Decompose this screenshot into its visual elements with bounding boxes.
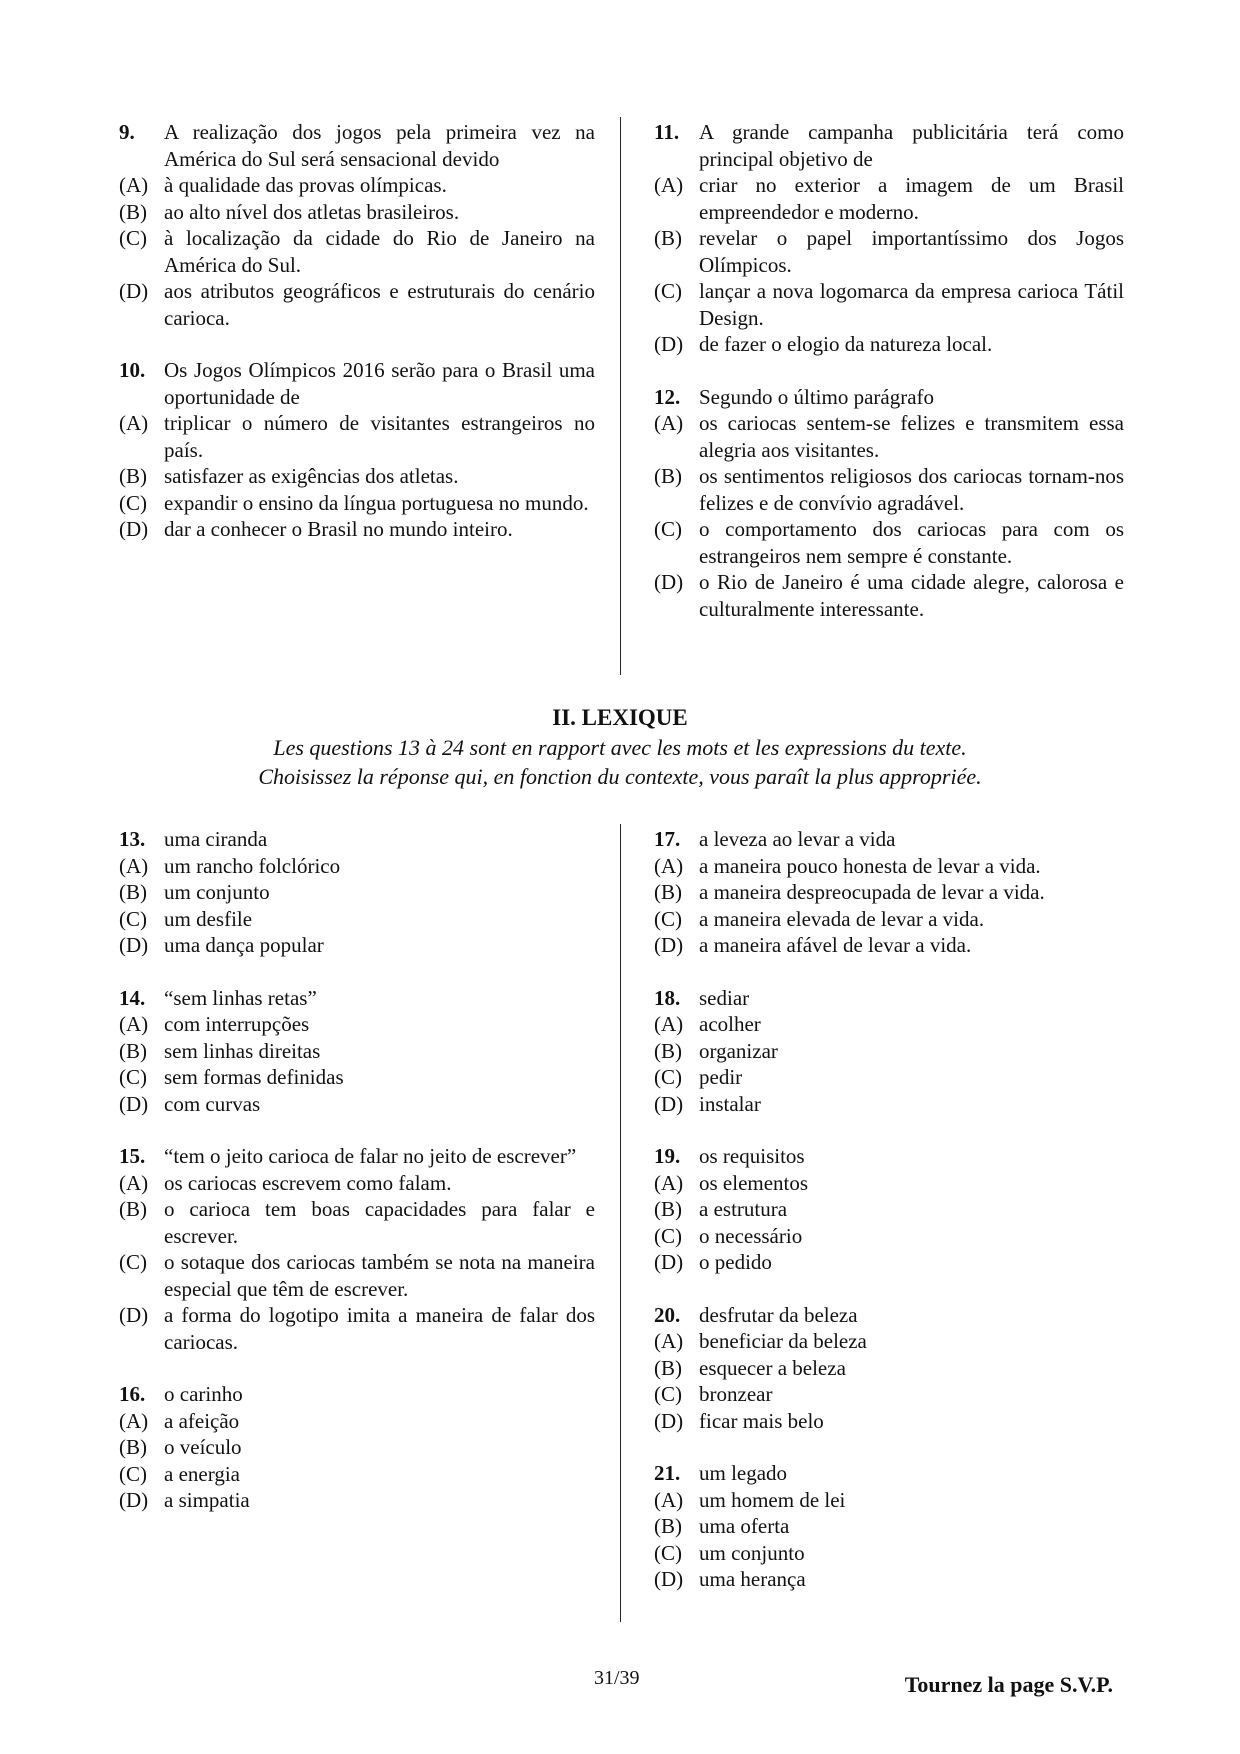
option-text: de fazer o elogio da natureza local. xyxy=(699,332,993,356)
option-letter: (D) xyxy=(654,1408,684,1433)
option-letter: (B) xyxy=(654,464,682,488)
answer-option xyxy=(654,331,1124,358)
option-letter: (D) xyxy=(654,332,684,356)
option-letter: (C) xyxy=(119,226,147,250)
option-letter: (B) xyxy=(119,199,147,224)
answer-option xyxy=(654,1328,1124,1355)
answer-option xyxy=(119,1487,595,1514)
answer-option xyxy=(654,569,1124,622)
section-instruction-line-2: Choisissez la réponse qui, en fonction du contexte, vous paraît la plus appropriée. xyxy=(258,764,982,789)
option-letter: (B) xyxy=(654,1038,682,1063)
question-text: sediar xyxy=(699,985,750,1010)
option-letter: (C) xyxy=(654,1382,682,1406)
option-text: o sotaque dos cariocas também se nota na maneira especial que têm de escrever. xyxy=(164,1250,595,1301)
option-letter: (A) xyxy=(654,1170,684,1195)
answer-option xyxy=(654,1566,1124,1593)
question xyxy=(119,1143,595,1355)
option-text: um rancho folclórico xyxy=(164,853,341,878)
option-letter: (B) xyxy=(654,1197,682,1221)
option-letter: (A) xyxy=(654,853,684,878)
question xyxy=(119,826,595,959)
option-letter: (B) xyxy=(119,1038,147,1063)
answer-option xyxy=(654,410,1124,463)
answer-option xyxy=(119,853,595,880)
option-text: ao alto nível dos atletas brasileiros. xyxy=(164,199,460,224)
question-stem xyxy=(119,357,595,410)
option-text: um homem de lei xyxy=(699,1487,846,1512)
question-stem xyxy=(654,1460,1124,1487)
answer-option xyxy=(119,516,595,543)
question-number: 14. xyxy=(119,985,146,1010)
answer-option xyxy=(119,1064,595,1091)
answer-option xyxy=(654,463,1124,516)
option-text: acolher xyxy=(699,1012,761,1036)
answer-option xyxy=(119,199,595,226)
option-letter: (D) xyxy=(119,1488,149,1512)
question-stem xyxy=(654,1143,1124,1170)
answer-option xyxy=(119,1091,595,1118)
option-text: a energia xyxy=(164,1461,240,1486)
question-text: “tem o jeito carioca de falar no jeito de escrever” xyxy=(164,1144,577,1168)
answer-option xyxy=(654,1408,1124,1435)
option-text: o necessário xyxy=(699,1223,803,1248)
question-number: 9. xyxy=(119,120,135,144)
question xyxy=(119,1381,595,1514)
option-letter: (C) xyxy=(119,906,147,931)
option-text: beneficiar da beleza xyxy=(699,1329,867,1353)
question xyxy=(654,119,1124,358)
option-letter: (A) xyxy=(119,173,149,197)
question-number: 13. xyxy=(119,827,146,851)
option-letter: (A) xyxy=(119,1408,149,1433)
option-text: uma herança xyxy=(699,1567,806,1591)
option-text: pedir xyxy=(699,1065,743,1089)
question-text: o carinho xyxy=(164,1382,243,1406)
option-letter: (D) xyxy=(654,1567,684,1591)
option-text: expandir o ensino da língua portuguesa no mundo. xyxy=(164,490,589,515)
answer-option xyxy=(119,932,595,959)
option-letter: (D) xyxy=(654,933,684,957)
top-left-column xyxy=(119,119,595,569)
option-text: dar a conhecer o Brasil no mundo inteiro. xyxy=(164,517,513,541)
option-text: os cariocas sentem-se felizes e transmitem essa alegria aos visitantes. xyxy=(699,411,1124,462)
bottom-column-divider xyxy=(620,824,621,1622)
answer-option xyxy=(119,1302,595,1355)
answer-option xyxy=(654,1196,1124,1223)
question-number: 11. xyxy=(654,120,680,144)
question-number: 20. xyxy=(654,1302,681,1327)
answer-option xyxy=(119,1249,595,1302)
option-letter: (C) xyxy=(654,1065,682,1089)
question xyxy=(654,384,1124,623)
question-text: um legado xyxy=(699,1461,788,1485)
option-letter: (C) xyxy=(119,1065,147,1089)
option-text: a forma do logotipo imita a maneira de falar dos cariocas. xyxy=(164,1303,595,1354)
top-column-divider xyxy=(620,117,621,675)
option-letter: (A) xyxy=(119,853,149,878)
option-text: a maneira pouco honesta de levar a vida. xyxy=(699,853,1041,878)
option-letter: (C) xyxy=(654,1540,682,1565)
question xyxy=(119,119,595,331)
option-text: à localização da cidade do Rio de Janeiro na América do Sul. xyxy=(164,226,595,277)
option-letter: (B) xyxy=(119,464,147,488)
option-letter: (A) xyxy=(654,411,684,435)
answer-option xyxy=(654,1513,1124,1540)
question-stem xyxy=(654,826,1124,853)
option-letter: (B) xyxy=(654,1355,682,1380)
option-letter: (A) xyxy=(654,1329,684,1353)
option-letter: (B) xyxy=(119,1435,147,1459)
option-text: um desfile xyxy=(164,906,253,931)
option-text: os elementos xyxy=(699,1170,809,1195)
section-heading xyxy=(0,703,1240,791)
option-letter: (D) xyxy=(654,1250,684,1274)
answer-option xyxy=(654,1540,1124,1567)
answer-option xyxy=(119,879,595,906)
answer-option xyxy=(654,1011,1124,1038)
question xyxy=(654,826,1124,959)
option-letter: (A) xyxy=(654,1012,684,1036)
option-letter: (C) xyxy=(654,1223,682,1248)
option-letter: (C) xyxy=(654,279,682,303)
option-text: triplicar o número de visitantes estrangeiros no país. xyxy=(164,411,595,462)
bottom-right-column xyxy=(654,826,1124,1619)
option-letter: (A) xyxy=(119,1012,149,1036)
option-text: satisfazer as exigências dos atletas. xyxy=(164,464,459,488)
question-text: “sem linhas retas” xyxy=(164,985,317,1010)
option-letter: (A) xyxy=(654,173,684,197)
answer-option xyxy=(119,172,595,199)
answer-option xyxy=(119,490,595,517)
option-letter: (D) xyxy=(119,279,149,303)
option-text: sem linhas direitas xyxy=(164,1038,321,1063)
answer-option xyxy=(654,879,1124,906)
answer-option xyxy=(119,225,595,278)
answer-option xyxy=(119,410,595,463)
question xyxy=(654,985,1124,1118)
question xyxy=(654,1302,1124,1435)
answer-option xyxy=(119,1170,595,1197)
question-number: 18. xyxy=(654,985,681,1010)
answer-option xyxy=(654,1064,1124,1091)
answer-option xyxy=(654,932,1124,959)
option-text: à qualidade das provas olímpicas. xyxy=(164,173,447,197)
question-stem xyxy=(654,119,1124,172)
question-number: 17. xyxy=(654,827,681,851)
answer-option xyxy=(654,1249,1124,1276)
question-number: 10. xyxy=(119,358,146,382)
option-text: lançar a nova logomarca da empresa carioca Tátil Design. xyxy=(699,279,1124,330)
question-stem xyxy=(654,1302,1124,1329)
question xyxy=(654,1143,1124,1276)
option-text: um conjunto xyxy=(699,1540,805,1565)
option-letter: (C) xyxy=(119,1250,147,1274)
page-number: 31/39 xyxy=(594,1667,640,1689)
turn-page-note: Tournez la page S.V.P. xyxy=(904,1672,1113,1697)
option-text: instalar xyxy=(699,1091,761,1116)
option-text: a maneira afável de levar a vida. xyxy=(699,933,972,957)
answer-option xyxy=(654,1381,1124,1408)
question xyxy=(119,357,595,543)
answer-option xyxy=(654,516,1124,569)
option-text: os sentimentos religiosos dos cariocas tornam-nos felizes e de convívio agradável. xyxy=(699,464,1124,515)
option-letter: (A) xyxy=(119,411,149,435)
question-stem xyxy=(119,826,595,853)
option-text: com curvas xyxy=(164,1091,261,1116)
question-text: A grande campanha publicitária terá como principal objetivo de xyxy=(699,120,1124,171)
answer-option xyxy=(119,1196,595,1249)
question-stem xyxy=(654,985,1124,1012)
option-letter: (D) xyxy=(119,517,149,541)
section-instruction-line-1: Les questions 13 à 24 sont en rapport avec les mots et les expressions du texte. xyxy=(273,735,967,760)
option-text: bronzear xyxy=(699,1382,773,1406)
answer-option xyxy=(654,906,1124,933)
answer-option xyxy=(119,906,595,933)
question-stem xyxy=(654,384,1124,411)
option-text: os cariocas escrevem como falam. xyxy=(164,1170,452,1195)
option-text: o comportamento dos cariocas para com os estrangeiros nem sempre é constante. xyxy=(699,517,1124,568)
answer-option xyxy=(654,1223,1124,1250)
question xyxy=(119,985,595,1118)
option-text: a maneira elevada de levar a vida. xyxy=(699,906,985,931)
option-letter: (C) xyxy=(119,1461,147,1486)
option-text: aos atributos geográficos e estruturais do cenário carioca. xyxy=(164,279,595,330)
option-text: a simpatia xyxy=(164,1488,250,1512)
option-letter: (B) xyxy=(654,880,682,904)
answer-option xyxy=(119,1011,595,1038)
option-text: a maneira despreocupada de levar a vida. xyxy=(699,880,1045,904)
option-text: o pedido xyxy=(699,1250,772,1274)
top-right-column xyxy=(654,119,1124,648)
option-text: organizar xyxy=(699,1038,778,1063)
question-stem xyxy=(119,1143,595,1170)
option-text: com interrupções xyxy=(164,1012,310,1036)
answer-option xyxy=(119,463,595,490)
option-text: esquecer a beleza xyxy=(699,1355,846,1380)
option-text: uma dança popular xyxy=(164,933,324,957)
answer-option xyxy=(119,1038,595,1065)
answer-option xyxy=(654,172,1124,225)
answer-option xyxy=(119,1434,595,1461)
question xyxy=(654,1460,1124,1593)
option-letter: (C) xyxy=(119,490,147,515)
option-letter: (A) xyxy=(654,1487,684,1512)
option-text: ficar mais belo xyxy=(699,1408,824,1433)
option-text: uma oferta xyxy=(699,1514,790,1538)
answer-option xyxy=(654,1355,1124,1382)
question-stem xyxy=(119,119,595,172)
option-text: revelar o papel importantíssimo dos Jogos Olímpicos. xyxy=(699,226,1124,277)
question-text: A realização dos jogos pela primeira vez na América do Sul será sensacional devido xyxy=(164,120,595,171)
option-text: criar no exterior a imagem de um Brasil empreendedor e moderno. xyxy=(699,173,1124,224)
option-text: a afeição xyxy=(164,1408,240,1433)
answer-option xyxy=(654,1091,1124,1118)
answer-option xyxy=(119,278,595,331)
question-text: Os Jogos Olímpicos 2016 serão para o Brasil uma oportunidade de xyxy=(164,358,595,409)
option-letter: (B) xyxy=(119,880,147,904)
section-title: II. LEXIQUE xyxy=(552,705,688,730)
answer-option xyxy=(654,1038,1124,1065)
question-number: 19. xyxy=(654,1144,681,1168)
option-text: a estrutura xyxy=(699,1197,788,1221)
option-text: um conjunto xyxy=(164,880,270,904)
answer-option xyxy=(654,1170,1124,1197)
option-letter: (B) xyxy=(654,1514,682,1538)
question-number: 12. xyxy=(654,384,681,409)
answer-option xyxy=(654,278,1124,331)
question-number: 15. xyxy=(119,1144,146,1168)
option-text: o Rio de Janeiro é uma cidade alegre, calorosa e culturalmente interessante. xyxy=(699,570,1124,621)
question-number: 16. xyxy=(119,1382,146,1406)
question-stem xyxy=(119,1381,595,1408)
bottom-left-column xyxy=(119,826,595,1540)
question-number: 21. xyxy=(654,1461,681,1485)
option-letter: (D) xyxy=(119,1303,149,1327)
question-text: uma ciranda xyxy=(164,827,268,851)
question-text: os requisitos xyxy=(699,1144,805,1168)
option-letter: (A) xyxy=(119,1170,149,1195)
option-text: o carioca tem boas capacidades para falar e escrever. xyxy=(164,1197,595,1248)
option-letter: (B) xyxy=(654,226,682,250)
option-letter: (B) xyxy=(119,1197,147,1221)
option-text: o veículo xyxy=(164,1435,242,1459)
option-text: sem formas definidas xyxy=(164,1065,344,1089)
question-text: desfrutar da beleza xyxy=(699,1302,858,1327)
question-text: a leveza ao levar a vida xyxy=(699,827,896,851)
question-stem xyxy=(119,985,595,1012)
option-letter: (D) xyxy=(119,933,149,957)
answer-option xyxy=(654,853,1124,880)
answer-option xyxy=(654,225,1124,278)
answer-option xyxy=(119,1408,595,1435)
answer-option xyxy=(654,1487,1124,1514)
option-letter: (D) xyxy=(119,1091,149,1116)
option-letter: (C) xyxy=(654,906,682,931)
option-letter: (D) xyxy=(654,1091,684,1116)
answer-option xyxy=(119,1461,595,1488)
question-text: Segundo o último parágrafo xyxy=(699,384,935,409)
option-letter: (C) xyxy=(654,517,682,541)
option-letter: (D) xyxy=(654,570,684,594)
